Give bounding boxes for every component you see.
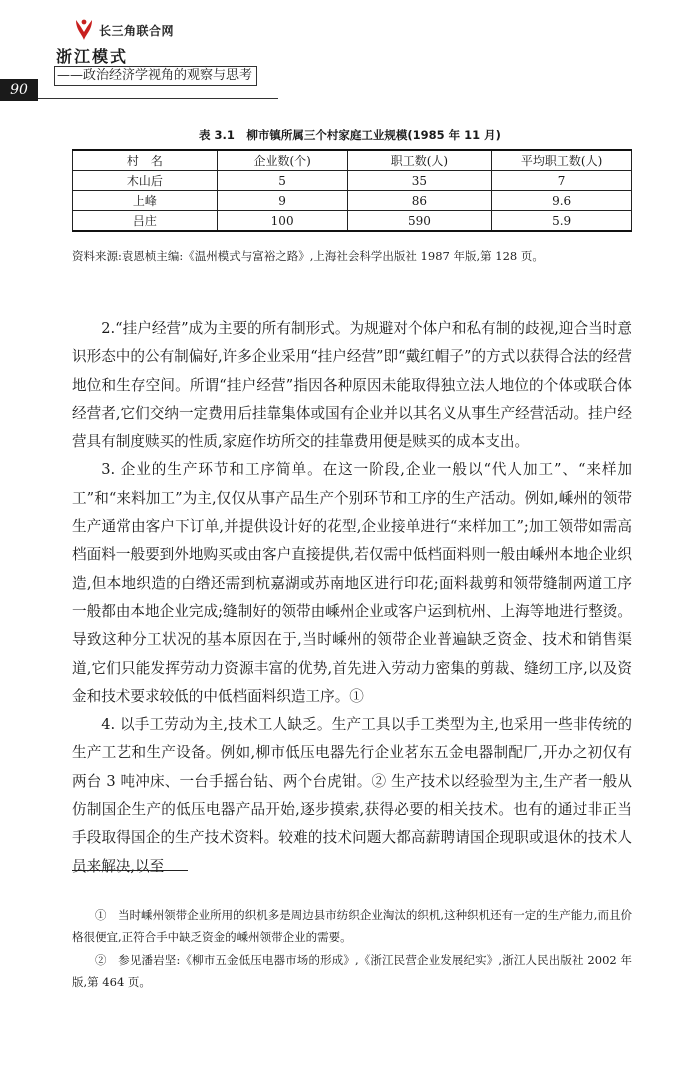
paragraph: 3. 企业的生产环节和工序简单。在这一阶段,企业一般以“代人加工”、“来样加工”和“来料加工”为主,仅仅从事产品生产个别环节和工序的生产活动。例如,嵊州的领带生产通常由客户下订单,并提供设计好的花型,企业接单进行“来样加工”;加工领带如需高档面料一般要到外地购买或由客户直接提供,若仅需中低档面料则一般由嵊州本地企业织造,但本地织造的白绺还需到杭嘉湖或苏南地区进行印花;面料裁剪和领带缝制两道工序一般都由本地企业完成;缝制好的领带由嵊州企业或客户运到杭州、上海等地进行整烫。导致这种分工状况的基本原因在于,当时嵊州的领带企业普遍缺乏资金、技术和销售渠道,它们只能发挥劳动力资源丰富的优势,首先进入劳动力密集的剪裁、缝纫工序,以及资金和技术要求较低的中低档面料织造工序。①: [72, 461, 632, 705]
column-header: 职工数(人): [347, 150, 492, 171]
footnote-rule: [72, 870, 188, 871]
table-source-note: 资料来源:袁恩桢主编:《温州模式与富裕之路》,上海社会科学出版社 1987 年版,第 128 页。: [72, 249, 544, 263]
table-cell: 5: [217, 171, 347, 191]
table-cell: 86: [347, 191, 492, 211]
table-cell: 35: [347, 171, 492, 191]
header-rule: [38, 98, 278, 99]
table-row: [73, 171, 632, 191]
book-subtitle: ——政治经济学视角的观察与思考: [54, 66, 257, 86]
body-text: [72, 315, 632, 881]
table-cell: 7: [492, 171, 632, 191]
paragraph: 2.“挂户经营”成为主要的所有制形式。为规避对个体户和私有制的歧视,迎合当时意识形态中的公有制偏好,许多企业采用“挂户经营”即“戴红帽子”的方式以获得合法的经营地位和生存空间。所谓“挂户经营”指因各种原因未能取得独立法人地位的个体或联合体经营者,它们交纳一定费用后挂靠集体或国有企业并以其名义从事生产经营活动。挂户经营具有制度赎买的性质,家庭作坊所交的挂靠费用便是赎买的成本支出。: [72, 320, 632, 451]
column-header: 企业数(个): [217, 150, 347, 171]
column-header: 平均职工数(人): [492, 150, 632, 171]
table-cell: 9.6: [492, 191, 632, 211]
table-header-row: [73, 150, 632, 171]
column-header: 村 名: [73, 150, 218, 171]
page-number: 90: [0, 79, 38, 101]
paragraph: 4. 以手工劳动为主,技术工人缺乏。生产工具以手工类型为主,也采用一些非传统的生产工艺和生产设备。例如,柳市低压电器先行企业茗东五金电器制配厂,开办之初仅有两台 3 吨冲床、一台手摇台钻、两个台虎钳。② 生产技术以经验型为主,生产者一般从仿制国企生产的低压电器产品开始,逐步摸索,获得必要的相关技术。也有的通过非正当手段取得国企的生产技术资料。较难的技术问题大都高薪聘请国企现职或退休的技术人员来解决,以至: [72, 716, 632, 875]
footnotes: [72, 905, 632, 995]
village-industry-table: [72, 149, 632, 232]
footnote: ① 当时嵊州领带企业所用的织机多是周边县市纺织企业淘汰的织机,这种织机还有一定的生产能力,而且价格很便宜,正符合手中缺乏资金的嵊州领带企业的需要。: [72, 908, 632, 944]
table-cell: 100: [217, 211, 347, 232]
ribbon-logo-icon: [73, 18, 95, 42]
table-cell: 吕庄: [73, 211, 218, 232]
logo-text: 长三角联合网: [99, 23, 175, 38]
site-logo: [73, 18, 174, 42]
page-header: [0, 0, 700, 110]
book-title: 浙江模式: [56, 47, 129, 66]
table-cell: 上峰: [73, 191, 218, 211]
table-cell: 590: [347, 211, 492, 232]
table-row: [73, 191, 632, 211]
table-cell: 木山后: [73, 171, 218, 191]
table-cell: 9: [217, 191, 347, 211]
footnote: ② 参见潘岩坚:《柳市五金低压电器市场的形成》,《浙江民营企业发展纪实》,浙江人民出版社 2002 年版,第 464 页。: [72, 953, 632, 989]
table-caption: 表 3.1 柳市镇所属三个村家庭工业规模(1985 年 11 月): [199, 128, 501, 142]
table-row: [73, 211, 632, 232]
table-cell: 5.9: [492, 211, 632, 232]
